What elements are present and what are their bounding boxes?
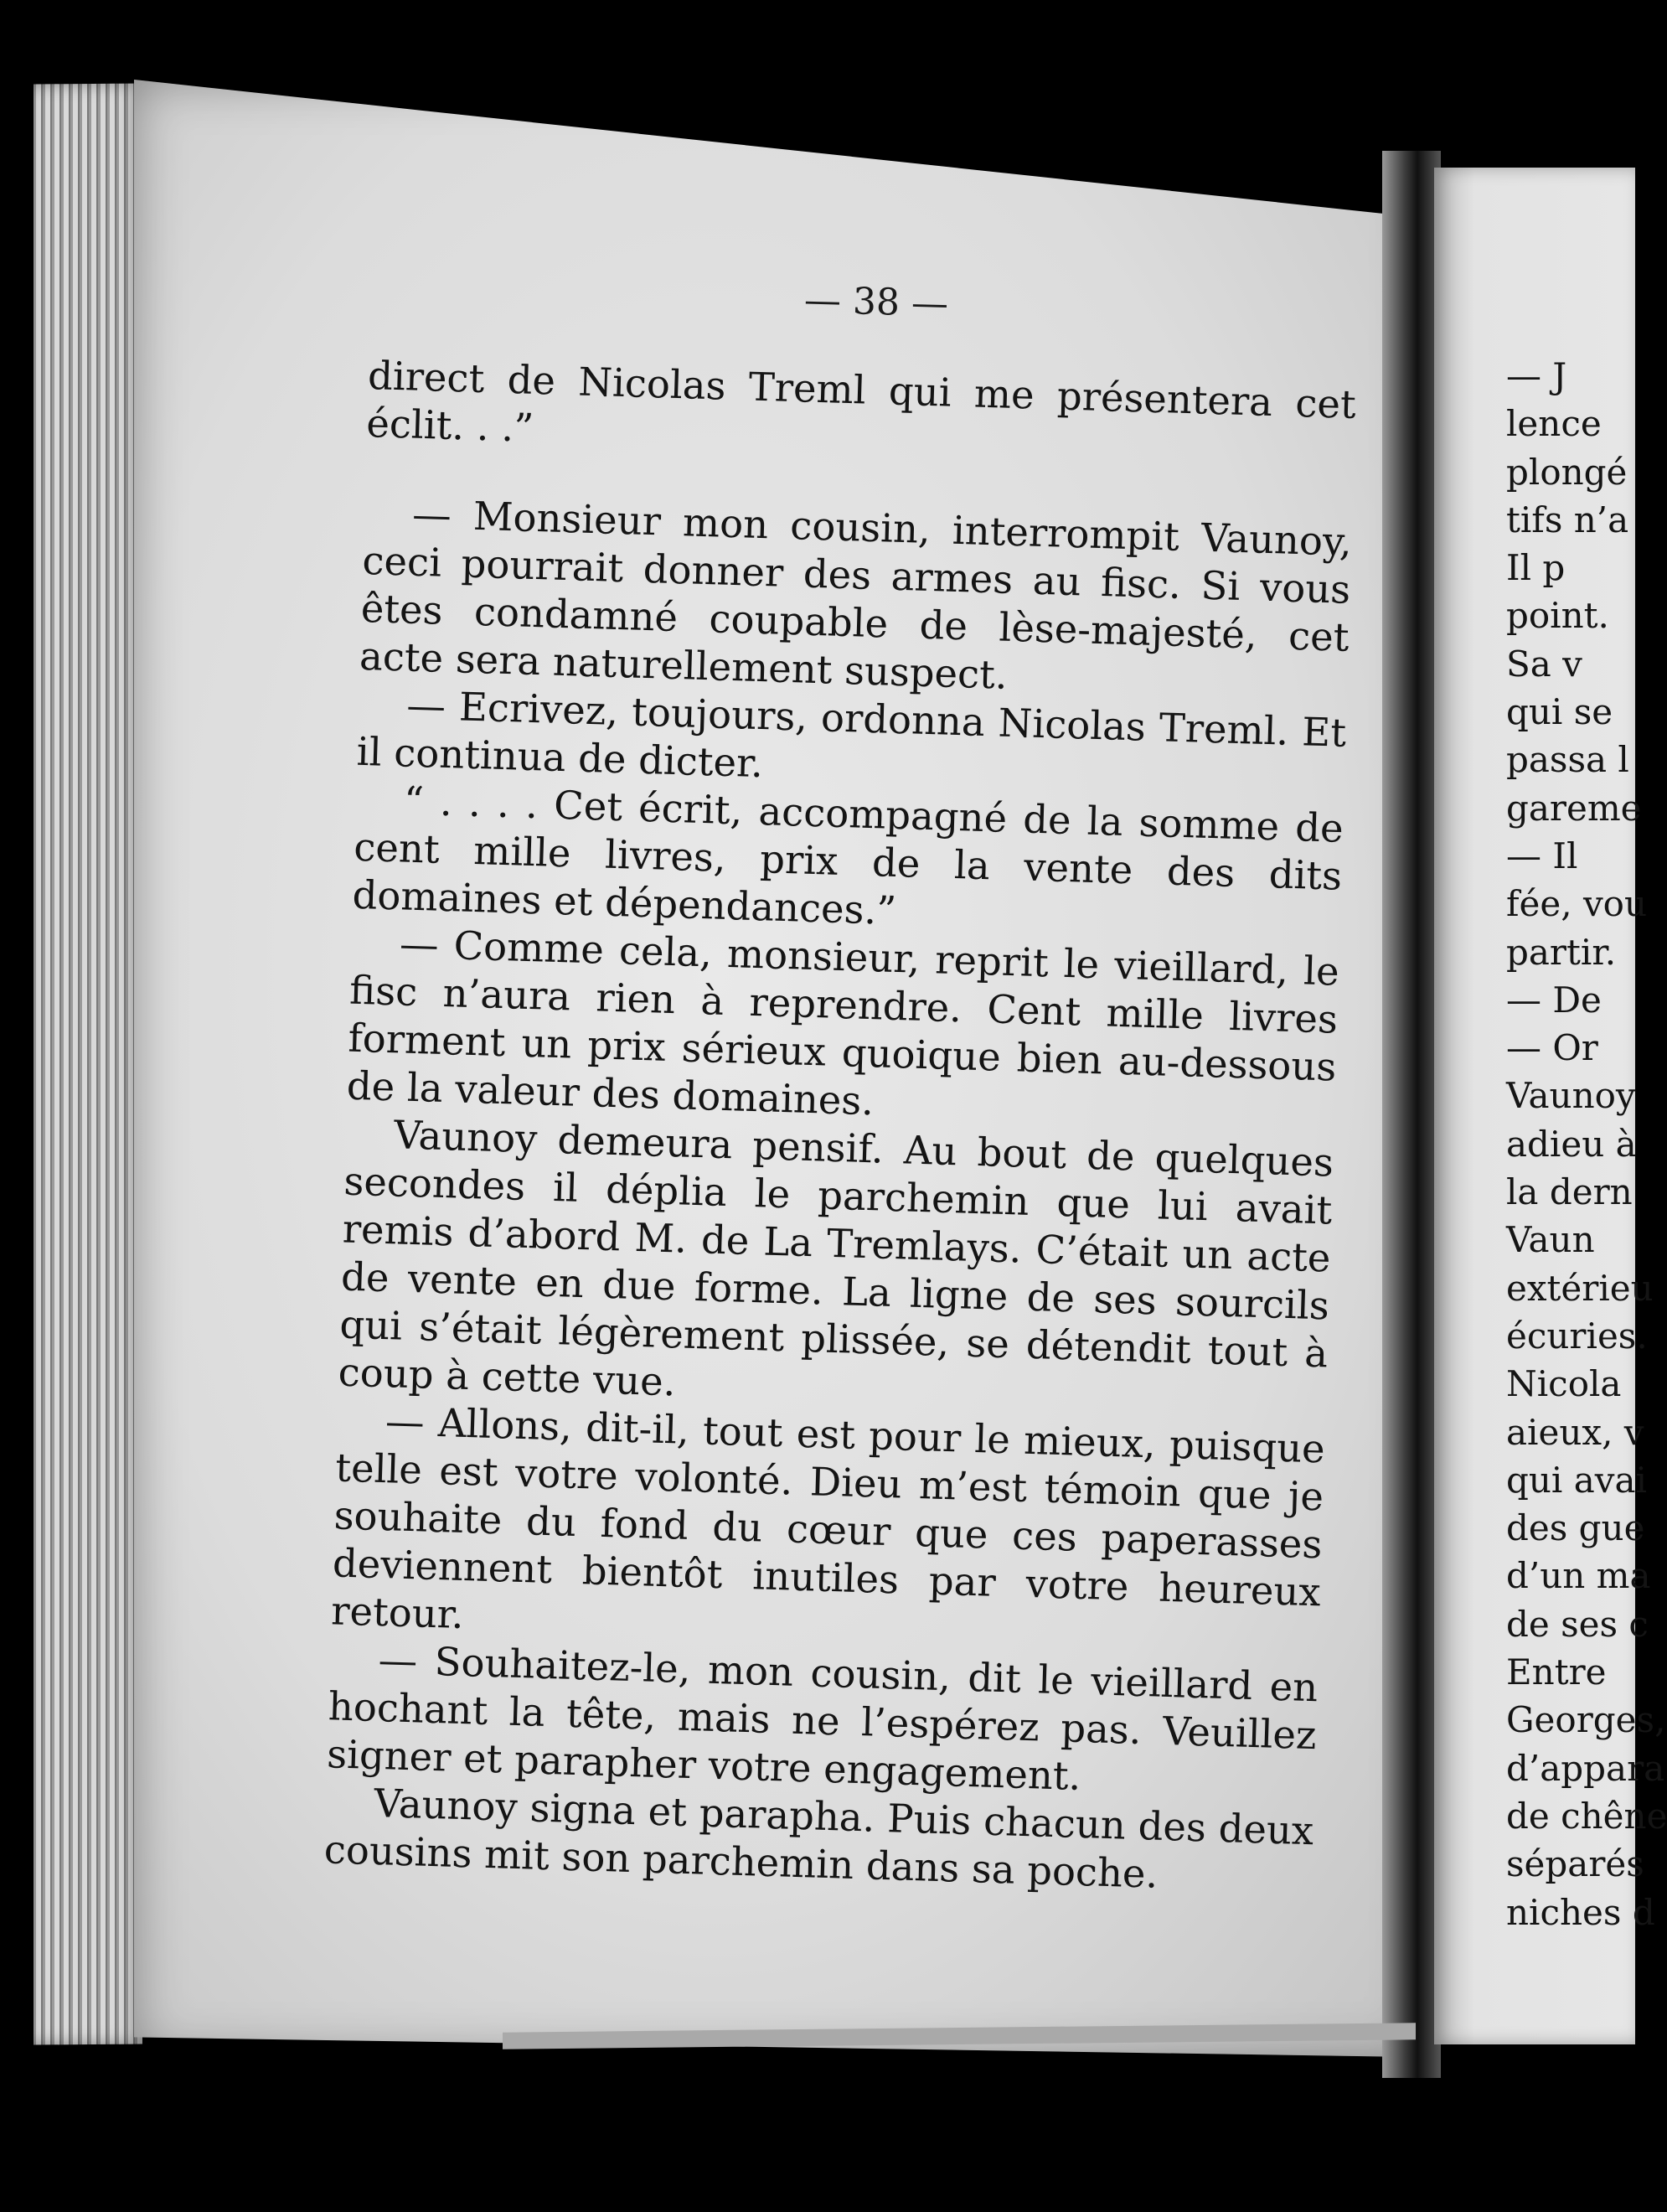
right-page-line: Nicola [1506, 1363, 1622, 1405]
right-page-line: — Il [1506, 835, 1578, 876]
right-page-line: lence [1506, 403, 1602, 445]
right-page-text [1506, 352, 1667, 1936]
right-page-line: — J [1506, 355, 1567, 396]
paragraph: Vaunoy signa et parapha. Puis chacun des deux cousins mit son parchemin dans sa poche. [323, 1780, 1314, 1897]
right-page-line: Il p [1506, 547, 1566, 589]
right-page-line: tifs n’a [1506, 499, 1629, 540]
right-page-line: Entre [1506, 1651, 1607, 1693]
right-page-line: — Or [1506, 1027, 1598, 1069]
right-page-line: niches d [1506, 1891, 1655, 1933]
paragraph: — Ecrivez, toujours, ordonna Nicolas Treml. Et il continua de dicter. [356, 682, 1347, 787]
right-page-line: d’appara [1506, 1747, 1665, 1789]
right-page-line: passa l [1506, 739, 1629, 781]
right-page-line: séparés [1506, 1843, 1644, 1885]
page-number: — 38 — [803, 278, 949, 326]
paragraph: “ . . . . Cet écrit, accompagné de la somme de cent mille livres, prix de la vente des dits domaines et dépendances.” [351, 778, 1344, 933]
right-page-line: d’un ma [1506, 1555, 1651, 1597]
paragraph: — Comme cela, monsieur, reprit le vieillard, le fisc n’aura rien à reprendre. Cent mille livres forment un prix sérieux quoique bien au-dessous de la valeur des domaines. [346, 921, 1340, 1124]
paragraph: — Monsieur mon cousin, interrompit Vaunoy, ceci pourrait donner des armes au fisc. Si vous êtes condamné coupable de lèse-majesté, cet acte sera naturellement suspect. [359, 491, 1353, 698]
right-page-line: Vaunoy [1506, 1075, 1636, 1117]
right-page-line: Vaun [1506, 1219, 1595, 1261]
right-page-line: point. [1506, 595, 1609, 637]
right-page-line: — De [1506, 979, 1602, 1021]
right-page-line: qui avai [1506, 1459, 1647, 1501]
paragraph: — Allons, dit-il, tout est pour le mieux, puisque telle est votre volonté. Dieu m’est témoin que je souhaite du fond du cœur que ces paperasses deviennent bientôt inutiles par votre heureux retour. [330, 1398, 1326, 1638]
right-page-line: aieux, v [1506, 1411, 1644, 1453]
page-edges-stack [34, 84, 142, 2045]
right-page-line: adieu à [1506, 1123, 1637, 1165]
paragraph: Vaunoy demeura pensif. Au bout de quelques secondes il déplia le parchemin que lui avait remis d’abord M. de La Tremlays. C’était un acte de vente en due forme. La ligne de ses sourcils qui s’était légèrement plissée, se détendit tout à coup à cette vue. [338, 1112, 1334, 1405]
right-page-line: la dern [1506, 1171, 1633, 1213]
right-page-line: gareme [1506, 787, 1642, 829]
book-gutter [1382, 151, 1441, 2078]
right-page-line: de ses c [1506, 1603, 1649, 1645]
right-page-line: Georges, [1506, 1699, 1666, 1741]
paragraph: direct de Nicolas Treml qui me présentera cet éclit. . .” [365, 352, 1357, 451]
left-page-text [323, 352, 1356, 1903]
right-page-line: fée, vou [1506, 883, 1648, 925]
right-page-line: Sa v [1506, 643, 1582, 685]
right-page-line: plongé [1506, 451, 1628, 493]
right-page-line: partir. [1506, 931, 1617, 973]
right-page-line: écuries. [1506, 1315, 1648, 1357]
right-page-line: extérieu [1506, 1267, 1654, 1309]
right-page-line: des gue [1506, 1507, 1645, 1549]
right-page-line: qui se [1506, 691, 1613, 733]
right-page-line: de chêne [1506, 1795, 1667, 1837]
paragraph: — Souhaitez-le, mon cousin, dit le vieillard en hochant la tête, mais ne l’espérez pas. Veuillez signer et parapher votre engagement. [326, 1637, 1319, 1799]
